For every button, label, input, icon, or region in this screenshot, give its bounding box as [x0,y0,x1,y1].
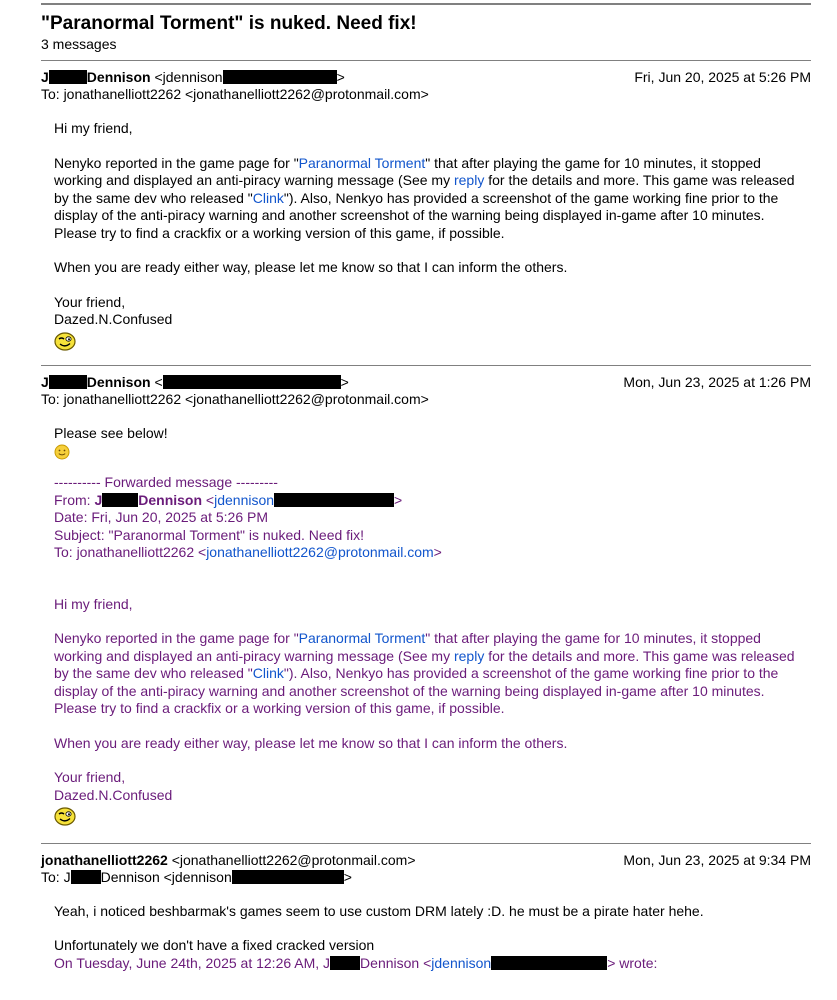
forwarded-from-email-link[interactable]: jdennison [214,491,275,508]
redaction-bar [491,956,607,970]
redaction-bar [49,70,87,84]
message-3 [41,852,811,973]
reply-link[interactable]: reply [453,172,485,188]
forwarded-header: ---------- Forwarded message --------- [54,474,278,490]
redaction-bar [71,870,101,884]
reply-line-2: Unfortunately we don't have a fixed cracked version [54,937,375,953]
message-divider [41,843,811,844]
message-2 [41,374,811,831]
forwarded-paragraph-1: Nenyko reported in the game page for "Paranormal Torment" that after playing the game for 10 minutes, it stopped working and displayed an anti-piracy warning message (See my reply for the details and more. This game was released by the same dev who released "Clink"). Also, Nenkyo has provided a screenshot of the game working fine prior to the display of the anti-piracy warning and another screenshot of the warning being displayed in-game after 10 minutes. Please try to find a crackfix or a working version of this game, if possible. [54,630,795,716]
recipient-line: To: jonathanelliott2262 <jonathanelliott2262@protonmail.com> [41,86,429,102]
quote-email-link[interactable]: jdennison [431,954,492,971]
message-header [41,374,811,408]
recipient-line: To: J Dennison <jdennison > [41,868,352,885]
thread-subject: "Paranormal Torment" is nuked. Need fix! [41,13,417,34]
recipient-line: To: jonathanelliott2262 <jonathanelliott2262@protonmail.com> [41,391,429,407]
reply-line-1: Yeah, i noticed beshbarmak's games seem to use custom DRM lately :D. he must be a pirate hater hehe. [54,902,704,919]
forwarded-date: Date: Fri, Jun 20, 2025 at 5:26 PM [54,509,269,525]
clink-link[interactable]: Clink [252,665,284,681]
message-count: 3 messages [41,36,117,52]
forwarded-signature-2: Dazed.N.Confused [54,786,173,803]
forwarded-paragraph-2: When you are ready either way, please let me know so that I can inform the others. [54,734,568,751]
sender-last: Dennison [86,69,151,85]
message-header [41,69,811,103]
message-date: Mon, Jun 23, 2025 at 1:26 PM [623,374,811,390]
message-header [41,852,811,886]
message-body [54,120,811,355]
sender-line: J Dennison < > [41,374,349,390]
forwarded-to: To: jonathanelliott2262 <jonathanelliott2262@protonmail.com> [54,544,442,560]
sender-first: J [41,69,49,85]
message-divider [41,365,811,366]
forwarded-block [54,474,811,831]
paragraph-2: When you are ready either way, please let me know so that I can inform the others. [54,259,568,275]
email-thread [41,0,811,972]
paragraph-1: Nenyko reported in the game page for "Paranormal Torment" that after playing the game for 10 minutes, it stopped working and displayed an anti-piracy warning message (See my reply for the details and more. This game was released by the same dev who released "Clink"). Also, Nenkyo has provided a screenshot of the game working fine prior to the display of the anti-piracy warning and another screenshot of the warning being displayed in-game after 10 minutes. Please try to find a crackfix or a working version of this game, if possible. [54,154,795,241]
paranormal-torment-link[interactable]: Paranormal Torment [298,154,426,171]
message-1 [41,69,811,355]
paranormal-torment-link[interactable]: Paranormal Torment [298,630,426,646]
forwarded-signature-1: Your friend, [54,769,126,785]
forwarded-to-email-link[interactable]: jonathanelliott2262@protonmail.com [206,544,434,560]
top-divider [41,3,811,5]
redaction-bar [163,375,341,389]
message-body [54,903,811,973]
quote-attribution: On Tuesday, June 24th, 2025 at 12:26 AM, J Dennison <jdennison > wrote: [54,954,658,971]
greeting: Hi my friend, [54,120,133,136]
sender-name: jonathanelliott2262 [41,851,168,868]
signature-line-2: Dazed.N.Confused [54,311,173,327]
clink-link[interactable]: Clink [252,189,284,206]
winking-smiley-icon [54,331,74,351]
reply-link[interactable]: reply [453,647,485,664]
signature-line-1: Your friend, [54,293,126,310]
redaction-bar [223,70,337,84]
redaction-bar [102,493,138,507]
sender-email: <jonathanelliott2262@protonmail.com> [167,851,416,868]
smiley-icon [54,444,70,460]
redaction-bar [49,375,87,389]
message-body [54,425,811,831]
message-date: Fri, Jun 20, 2025 at 5:26 PM [634,69,811,85]
message-date: Mon, Jun 23, 2025 at 9:34 PM [623,851,811,868]
sender-email-prefix: <jdennison [154,69,223,85]
redaction-bar [232,870,344,884]
forwarded-greeting: Hi my friend, [54,595,133,612]
sender-email-suffix: > [336,69,345,85]
redaction-bar [330,956,360,970]
redaction-bar [274,493,394,507]
forwarded-from: From: J Dennison <jdennison > [54,491,403,508]
forwarded-subject: Subject: "Paranormal Torment" is nuked. Need fix! [54,526,365,543]
winking-smiley-icon [54,806,74,826]
intro-text: Please see below! [54,425,168,441]
message-divider [41,60,811,61]
